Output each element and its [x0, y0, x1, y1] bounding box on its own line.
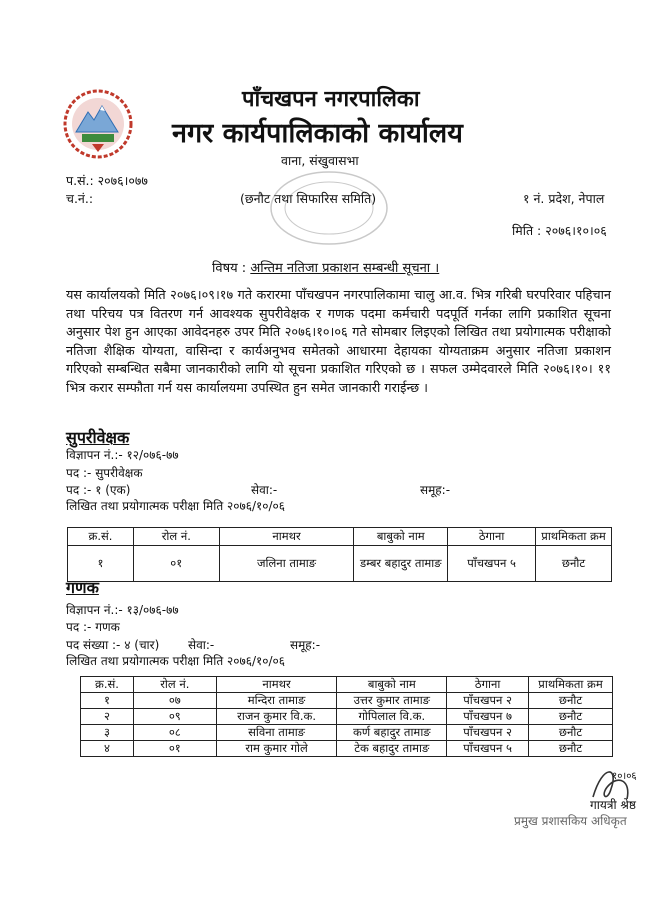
column-header: नामथर: [216, 677, 337, 693]
table-cell: मन्दिरा तामाङ: [216, 693, 337, 709]
table-cell: पाँचखपन ५: [447, 741, 529, 757]
supervisor-exam-date: लिखित तथा प्रयोगात्मक परीक्षा मिति २०७६/१०/०६: [66, 499, 286, 513]
enumerator-group: समूह:-: [290, 638, 321, 652]
table-cell: टेक बहादुर तामाङ: [337, 741, 447, 757]
column-header: ठेगाना: [448, 528, 536, 546]
column-header: क्र.सं.: [81, 677, 134, 693]
table-cell: राम कुमार गोले: [216, 741, 337, 757]
enumerator-count: पद संख्या :- ४ (चार): [66, 638, 160, 652]
table-cell: ०९: [133, 709, 216, 725]
table-cell: पाँचखपन २: [447, 693, 529, 709]
office-seal-stamp: [268, 168, 390, 248]
supervisor-service: सेवा:-: [251, 483, 278, 497]
table-cell: छनौट: [529, 725, 613, 741]
table-cell: ०८: [133, 725, 216, 741]
office-address: वाना, संखुवासभा: [281, 153, 359, 168]
supervisor-results-table: [67, 527, 612, 582]
column-header: रोल नं.: [133, 677, 216, 693]
table-cell: उत्तर कुमार तामाङ: [337, 693, 447, 709]
table-row: [81, 741, 613, 757]
notice-date: मिति : २०७६।१०।०६: [512, 223, 607, 238]
table-row: [81, 725, 613, 741]
table-cell: पाँचखपन २: [447, 725, 529, 741]
table-cell: ३: [81, 725, 134, 741]
table-cell: छनौट: [529, 741, 613, 757]
table-cell: ४: [81, 741, 134, 757]
column-header: क्र.सं.: [68, 528, 134, 546]
table-cell: २: [81, 709, 134, 725]
enumerator-ad-no: विज्ञापन नं.:- १३/०७६-७७: [66, 603, 179, 617]
table-cell: ०१: [133, 546, 219, 582]
table-cell: डम्बर बहादुर तामाङ: [354, 546, 448, 582]
table-cell: राजन कुमार वि.क.: [216, 709, 337, 725]
dispatch-number: च.नं.:: [66, 191, 94, 206]
table-cell: छनौट: [529, 709, 613, 725]
committee-name: (छनौट तथा सिफारिस समिति): [240, 191, 377, 206]
supervisor-post: पद :- सुपरीवेक्षक: [66, 466, 143, 480]
nepal-emblem-logo: [62, 88, 134, 160]
signatory-title: प्रमुख प्रशासकिय अधिकृत: [514, 814, 627, 828]
supervisor-ad-no: विज्ञापन नं.:- १२/०७६-७७: [66, 448, 179, 462]
column-header: बाबुको नाम: [354, 528, 448, 546]
table-cell: १: [68, 546, 134, 582]
supervisor-count: पद :- १ (एक): [66, 483, 131, 497]
notice-body: यस कार्यालयको मिति २०७६।०९।१७ गते करारमा पाँचखपन नगरपालिकामा चालु आ.व. भित्र गरिबी घरपरिवार पहिचान तथा परिचय पत्र वितरण गर्न आवश्यक सुपरीवेक्षक र गणक पदमा कर्मचारी पदपूर्ति गर्नका लागि प्रकाशित सूचना अनुसार पेश हुन आएका आवेदनहरु उपर मिति २०७६।१०।०६ गते सोमबार लिइएको लिखित तथा प्रयोगात्मक परीक्षाको नतिजा शैक्षिक योग्यता, वासिन्दा र कार्यअनुभव समेतको आधारमा देहायका योग्यताक्रम अनुसार नतिजा प्रकाशन गरिएको सम्बन्धित सबैमा जानकारीको लागि यो सूचना प्रकाशित गरिएको छ । सफल उम्मेदवारले मिति २०७६।१०। ११ भित्र करार सम्फौता गर्न यस कार्यालयमा उपस्थित हुन समेत जानकारी गराईन्छ ।: [66, 288, 611, 396]
enumerator-post: पद :- गणक: [66, 620, 120, 634]
office-title: नगर कार्यपालिकाको कार्यालय: [172, 118, 463, 149]
municipality-name: पाँचखपन नगरपालिका: [242, 87, 420, 112]
signature-date: १०।०६: [612, 771, 637, 782]
enumerator-heading: गणक: [66, 578, 99, 597]
column-header: प्राथमिकता क्रम: [529, 677, 613, 693]
column-header: प्राथमिकता क्रम: [536, 528, 612, 546]
column-header: बाबुको नाम: [337, 677, 447, 693]
table-cell: कर्ण बहादुर तामाङ: [337, 725, 447, 741]
table-cell: पाँचखपन ५: [448, 546, 536, 582]
table-cell: छनौट: [536, 546, 612, 582]
subject-label: विषय :: [212, 261, 247, 276]
subject-text: अन्तिम नतिजा प्रकाशन सम्बन्धी सूचना ।: [250, 261, 440, 276]
enumerator-results-table: [80, 676, 613, 757]
column-header: ठेगाना: [447, 677, 529, 693]
column-header: रोल नं.: [133, 528, 219, 546]
table-cell: छनौट: [529, 693, 613, 709]
subject-line: [212, 258, 439, 276]
supervisor-group: समूह:-: [420, 483, 451, 497]
supervisor-heading: सुपरीवेक्षक: [66, 428, 130, 447]
table-row: [81, 709, 613, 725]
table-cell: पाँचखपन ७: [447, 709, 529, 725]
enumerator-service: सेवा:-: [188, 638, 215, 652]
table-row: [81, 693, 613, 709]
signatory-name: गायत्री श्रेष्ठ: [590, 798, 636, 812]
enumerator-exam-date: लिखित तथा प्रयोगात्मक परीक्षा मिति २०७६/१०/०६: [66, 654, 286, 668]
reference-number: प.सं.: २०७६।०७७: [66, 173, 148, 188]
table-cell: गोपिलाल वि.क.: [337, 709, 447, 725]
table-row: [68, 546, 612, 582]
table-cell: ०७: [133, 693, 216, 709]
column-header: नामथर: [219, 528, 354, 546]
province-label: १ नं. प्रदेश, नेपाल: [523, 191, 605, 206]
table-cell: जलिना तामाङ: [219, 546, 354, 582]
table-cell: सविना तामाङ: [216, 725, 337, 741]
table-cell: १: [81, 693, 134, 709]
table-cell: ०१: [133, 741, 216, 757]
